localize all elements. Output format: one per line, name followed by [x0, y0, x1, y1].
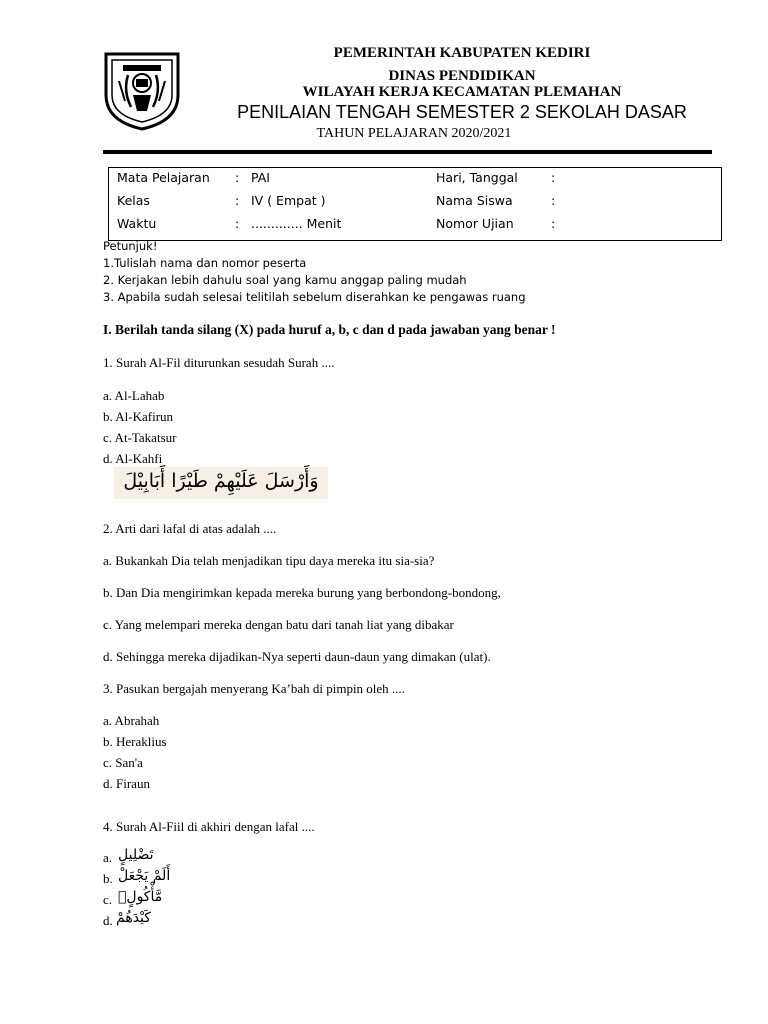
q4-option-a-arabic: تَضْلِيلٍ — [118, 847, 154, 863]
nama-label: Nama Siswa — [436, 193, 513, 208]
mapel-value: PAI — [251, 170, 270, 185]
petunjuk-item: 1.Tulislah nama dan nomor peserta — [103, 256, 307, 270]
q4-option-b-arabic: أَلَمْ يَجْعَلْ — [118, 868, 171, 884]
hari-colon: : — [551, 170, 556, 185]
nomor-label: Nomor Ujian — [436, 216, 514, 231]
petunjuk-item: 2. Kerjakan lebih dahulu soal yang kamu anggap paling mudah — [103, 273, 467, 287]
q2-option-b: b. Dan Dia mengirimkan kepada mereka burung yang berbondong-bondong, — [103, 585, 501, 600]
waktu-label: Waktu — [117, 216, 157, 231]
q3-option-a: a. Abrahah — [103, 713, 160, 728]
hari-label: Hari, Tanggal — [436, 170, 518, 185]
question-2: 2. Arti dari lafal di atas adalah .... — [103, 521, 277, 536]
q4-option-c-arabic: مَّأْكُولٍۭ — [118, 889, 163, 905]
header-government: PEMERINTAH KABUPATEN KEDIRI — [333, 45, 591, 61]
header-exam-title: PENILAIAN TENGAH SEMESTER 2 SEKOLAH DASAR — [237, 102, 687, 122]
student-info-box — [108, 167, 722, 241]
question-4: 4. Surah Al-Fiil di akhiri dengan lafal .... — [103, 819, 315, 834]
q2-option-a: a. Bukankah Dia telah menjadikan tipu daya mereka itu sia-sia? — [103, 553, 435, 568]
q3-option-d: d. Firaun — [103, 776, 150, 791]
question-1: 1. Surah Al-Fil diturunkan sesudah Surah .... — [103, 355, 335, 370]
q4-option-c-letter: c. — [103, 892, 113, 907]
kelas-label: Kelas — [117, 193, 150, 208]
q1-option-d: d. Al-Kahfi — [103, 451, 163, 466]
header-academic-year: TAHUN PELAJARAN 2020/2021 — [316, 126, 512, 141]
q1-option-b: b. Al-Kafirun — [103, 409, 174, 424]
q2-option-c: c. Yang melempari mereka dengan batu dari tanah liat yang dibakar — [103, 617, 454, 632]
section-title: I. Berilah tanda silang (X) pada huruf a, b, c dan d pada jawaban yang benar ! — [103, 322, 556, 337]
petunjuk-title: Petunjuk! — [103, 239, 158, 253]
kelas-value: IV ( Empat ) — [251, 193, 326, 208]
header-divider — [103, 150, 712, 154]
waktu-colon: : — [235, 216, 240, 231]
waktu-value: ............. Menit — [251, 216, 342, 231]
mapel-label: Mata Pelajaran — [117, 170, 210, 185]
header-region: WILAYAH KERJA KECAMATAN PLEMAHAN — [302, 84, 622, 100]
nama-colon: : — [551, 193, 556, 208]
question-3: 3. Pasukan bergajah menyerang Ka’bah di pimpin oleh .... — [103, 681, 405, 696]
mapel-colon: : — [235, 170, 240, 185]
q2-option-d: d. Sehingga mereka dijadikan-Nya seperti daun-daun yang dimakan (ulat). — [103, 649, 491, 664]
q3-option-b: b. Heraklius — [103, 734, 167, 749]
q4-option-d-letter: d. — [103, 913, 113, 928]
q3-option-c: c. San'a — [103, 755, 143, 770]
header-department: DINAS PENDIDIKAN — [388, 68, 536, 84]
q1-option-a: a. Al-Lahab — [103, 388, 165, 403]
kelas-colon: : — [235, 193, 240, 208]
nomor-colon: : — [551, 216, 556, 231]
q4-option-b-letter: b. — [103, 871, 113, 886]
q1-option-c: c. At-Takatsur — [103, 430, 177, 445]
q4-option-d-arabic: كَيْدَهُمْ — [116, 910, 151, 926]
arabic-verse: وَأَرْسَلَ عَلَيْهِمْ طَيْرًا أَبَابِيْلَ — [123, 470, 319, 492]
petunjuk-item: 3. Apabila sudah selesai telitilah sebelum diserahkan ke pengawas ruang — [103, 290, 526, 304]
q4-option-a-letter: a. — [103, 850, 113, 865]
